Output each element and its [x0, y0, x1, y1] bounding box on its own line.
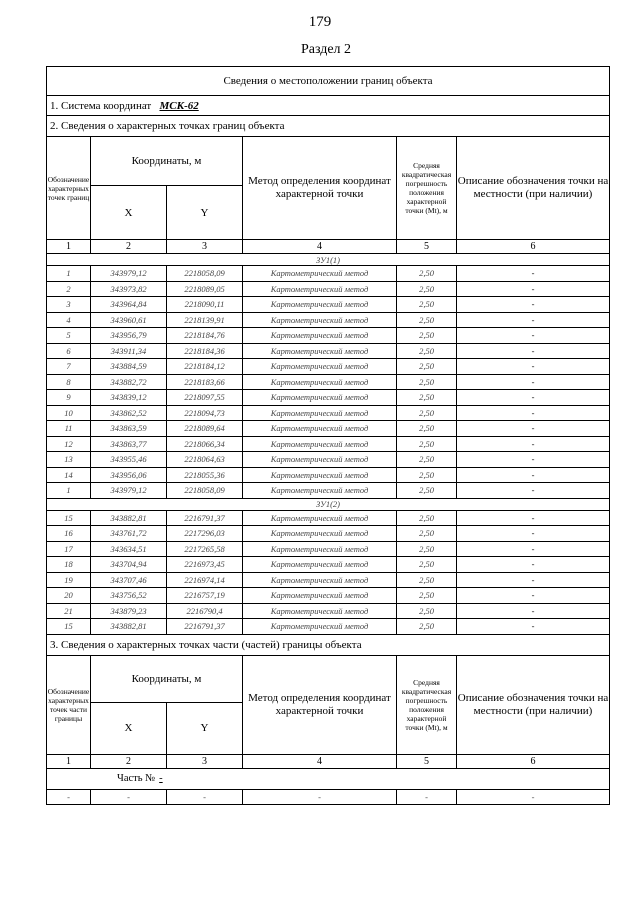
point-id-cell: 8: [47, 374, 91, 390]
boundary-table: [46, 66, 610, 805]
column-number: 1: [47, 240, 91, 254]
point-id-cell: 15: [47, 510, 91, 526]
header-x: X: [91, 186, 167, 240]
part-header-row: [47, 655, 610, 702]
y-coord-cell: 2216791,37: [167, 510, 243, 526]
description-cell: -: [457, 483, 610, 499]
header-y: Y: [167, 702, 243, 754]
error-cell: 2,50: [397, 359, 457, 375]
table-row: [47, 619, 610, 635]
description-cell: -: [457, 359, 610, 375]
error-cell: 2,50: [397, 588, 457, 604]
table-row: [47, 483, 610, 499]
method-cell: Картометрический метод: [243, 452, 397, 468]
y-coord-cell: 2218089,64: [167, 421, 243, 437]
error-cell: 2,50: [397, 557, 457, 573]
points-section-title: 2. Сведения о характерных точках границ объекта: [47, 116, 610, 137]
method-cell: Картометрический метод: [243, 328, 397, 344]
error-cell: 2,50: [397, 572, 457, 588]
point-id-cell: 21: [47, 603, 91, 619]
part-number-value: -: [159, 773, 163, 784]
error-cell: 2,50: [397, 421, 457, 437]
error-cell: 2,50: [397, 619, 457, 635]
point-id-cell: 12: [47, 436, 91, 452]
x-coord-cell: 343955,46: [91, 452, 167, 468]
y-coord-cell: 2218066,34: [167, 436, 243, 452]
description-cell: -: [457, 312, 610, 328]
y-coord-cell: 2216757,19: [167, 588, 243, 604]
method-cell: Картометрический метод: [243, 526, 397, 542]
y-coord-cell: 2216973,45: [167, 557, 243, 573]
column-number: 3: [167, 240, 243, 254]
point-id-cell: 7: [47, 359, 91, 375]
x-coord-cell: 343879,23: [91, 603, 167, 619]
column-number: 4: [243, 240, 397, 254]
point-id-cell: 5: [47, 328, 91, 344]
column-number: 4: [243, 754, 397, 768]
x-coord-cell: 343882,81: [91, 510, 167, 526]
y-coord-cell: 2218089,05: [167, 281, 243, 297]
method-cell: Картометрический метод: [243, 374, 397, 390]
y-coord-cell: 2217265,58: [167, 541, 243, 557]
column-number-row: [47, 754, 610, 768]
point-id-cell: 4: [47, 312, 91, 328]
column-number: 6: [457, 240, 610, 254]
y-coord-cell: 2216974,14: [167, 572, 243, 588]
point-id-cell: 9: [47, 390, 91, 406]
table-row: [47, 359, 610, 375]
group-row: [47, 498, 610, 510]
y-coord-cell: 2218184,36: [167, 343, 243, 359]
header-coordinates: Координаты, м: [91, 137, 243, 186]
y-coord-cell: -: [167, 789, 243, 805]
header-coordinates: Координаты, м: [91, 655, 243, 702]
x-coord-cell: 343911,34: [91, 343, 167, 359]
method-cell: Картометрический метод: [243, 541, 397, 557]
description-cell: -: [457, 374, 610, 390]
x-coord-cell: 343979,12: [91, 483, 167, 499]
x-coord-cell: 343973,82: [91, 281, 167, 297]
method-cell: Картометрический метод: [243, 359, 397, 375]
part-section-row: [47, 634, 610, 655]
point-id-cell: 6: [47, 343, 91, 359]
table-row: [47, 436, 610, 452]
description-cell: -: [457, 541, 610, 557]
point-id-cell: 3: [47, 297, 91, 313]
y-coord-cell: 2218055,36: [167, 467, 243, 483]
y-coord-cell: 2218184,76: [167, 328, 243, 344]
description-cell: -: [457, 343, 610, 359]
point-id-cell: 19: [47, 572, 91, 588]
header-error: Средняя квадратическая погрешность положения характерной точки (Mt), м: [397, 137, 457, 240]
description-cell: -: [457, 436, 610, 452]
y-coord-cell: 2218058,09: [167, 483, 243, 499]
table-row: [47, 452, 610, 468]
header-method: Метод определения координат характерной точки: [243, 137, 397, 240]
table-row: [47, 789, 610, 805]
table-row: [47, 572, 610, 588]
y-coord-cell: 2218064,63: [167, 452, 243, 468]
page-number: 179: [308, 14, 332, 30]
point-id-cell: 1: [47, 483, 91, 499]
table-row: [47, 541, 610, 557]
method-cell: Картометрический метод: [243, 312, 397, 328]
group-name: ЗУ1(2): [47, 498, 610, 510]
part-number-cell: [47, 768, 610, 789]
description-cell: -: [457, 603, 610, 619]
table-row: [47, 588, 610, 604]
method-cell: Картометрический метод: [243, 266, 397, 282]
part-number-label: Часть №: [117, 773, 156, 784]
point-id-cell: 15: [47, 619, 91, 635]
x-coord-cell: 343839,12: [91, 390, 167, 406]
x-coord-cell: 343956,79: [91, 328, 167, 344]
column-number: 2: [91, 240, 167, 254]
coordinate-system-value: МСК-62: [159, 99, 199, 112]
header-error: Средняя квадратическая погрешность положения характерной точки (Mt), м: [397, 655, 457, 754]
method-cell: Картометрический метод: [243, 390, 397, 406]
table-row: [47, 390, 610, 406]
point-id-cell: 1: [47, 266, 91, 282]
x-coord-cell: 343863,59: [91, 421, 167, 437]
group-name: ЗУ1(1): [47, 254, 610, 266]
x-coord-cell: 343882,81: [91, 619, 167, 635]
error-cell: 2,50: [397, 526, 457, 542]
method-cell: Картометрический метод: [243, 281, 397, 297]
description-cell: -: [457, 390, 610, 406]
error-cell: -: [397, 789, 457, 805]
y-coord-cell: 2218139,91: [167, 312, 243, 328]
method-cell: -: [243, 789, 397, 805]
section-title: Раздел 2: [300, 42, 352, 57]
boundary-sheet: [46, 66, 609, 805]
x-coord-cell: 343704,94: [91, 557, 167, 573]
point-id-cell: 17: [47, 541, 91, 557]
description-cell: -: [457, 452, 610, 468]
y-coord-cell: 2218097,55: [167, 390, 243, 406]
error-cell: 2,50: [397, 390, 457, 406]
x-coord-cell: 343964,84: [91, 297, 167, 313]
error-cell: 2,50: [397, 452, 457, 468]
error-cell: 2,50: [397, 328, 457, 344]
point-id-cell: 10: [47, 405, 91, 421]
description-cell: -: [457, 557, 610, 573]
column-number: 5: [397, 240, 457, 254]
method-cell: Картометрический метод: [243, 343, 397, 359]
method-cell: Картометрический метод: [243, 421, 397, 437]
part-number-row: [47, 768, 610, 789]
y-coord-cell: 2216790,4: [167, 603, 243, 619]
group-row: [47, 254, 610, 266]
method-cell: Картометрический метод: [243, 603, 397, 619]
x-coord-cell: 343634,51: [91, 541, 167, 557]
error-cell: 2,50: [397, 312, 457, 328]
coordinate-system-row: [47, 96, 610, 116]
description-cell: -: [457, 510, 610, 526]
error-cell: 2,50: [397, 467, 457, 483]
error-cell: 2,50: [397, 343, 457, 359]
table-row: [47, 421, 610, 437]
error-cell: 2,50: [397, 483, 457, 499]
point-id-cell: 16: [47, 526, 91, 542]
point-id-cell: 18: [47, 557, 91, 573]
column-number-row: [47, 240, 610, 254]
description-cell: -: [457, 281, 610, 297]
point-id-cell: -: [47, 789, 91, 805]
method-cell: Картометрический метод: [243, 297, 397, 313]
coordinate-system-label: 1. Система координат: [50, 99, 152, 112]
y-coord-cell: 2217296,03: [167, 526, 243, 542]
description-cell: -: [457, 619, 610, 635]
table-row: [47, 328, 610, 344]
part-points-section-title: 3. Сведения о характерных точках части (частей) границы объекта: [47, 634, 610, 655]
method-cell: Картометрический метод: [243, 436, 397, 452]
x-coord-cell: 343761,72: [91, 526, 167, 542]
error-cell: 2,50: [397, 541, 457, 557]
y-coord-cell: 2216791,37: [167, 619, 243, 635]
point-id-cell: 20: [47, 588, 91, 604]
x-coord-cell: 343862,52: [91, 405, 167, 421]
method-cell: Картометрический метод: [243, 510, 397, 526]
x-coord-cell: 343756,52: [91, 588, 167, 604]
y-coord-cell: 2218183,66: [167, 374, 243, 390]
x-coord-cell: 343960,61: [91, 312, 167, 328]
error-cell: 2,50: [397, 374, 457, 390]
method-cell: Картометрический метод: [243, 588, 397, 604]
table-row: [47, 510, 610, 526]
column-number: 5: [397, 754, 457, 768]
error-cell: 2,50: [397, 266, 457, 282]
table-row: [47, 467, 610, 483]
x-coord-cell: 343956,06: [91, 467, 167, 483]
method-cell: Картометрический метод: [243, 467, 397, 483]
x-coord-cell: 343884,59: [91, 359, 167, 375]
header-description: Описание обозначения точки на местности (при наличии): [457, 655, 610, 754]
error-cell: 2,50: [397, 281, 457, 297]
y-coord-cell: 2218094,73: [167, 405, 243, 421]
description-cell: -: [457, 588, 610, 604]
description-cell: -: [457, 421, 610, 437]
x-coord-cell: -: [91, 789, 167, 805]
method-cell: Картометрический метод: [243, 405, 397, 421]
method-cell: Картометрический метод: [243, 483, 397, 499]
banner-title: Сведения о местоположении границ объекта: [47, 67, 610, 96]
column-number: 1: [47, 754, 91, 768]
x-coord-cell: 343979,12: [91, 266, 167, 282]
y-coord-cell: 2218058,09: [167, 266, 243, 282]
description-cell: -: [457, 572, 610, 588]
table-row: [47, 297, 610, 313]
error-cell: 2,50: [397, 405, 457, 421]
header-y: Y: [167, 186, 243, 240]
table-row: [47, 266, 610, 282]
method-cell: Картометрический метод: [243, 619, 397, 635]
column-number: 6: [457, 754, 610, 768]
description-cell: -: [457, 405, 610, 421]
y-coord-cell: 2218090,11: [167, 297, 243, 313]
point-id-cell: 13: [47, 452, 91, 468]
description-cell: -: [457, 297, 610, 313]
column-number: 3: [167, 754, 243, 768]
error-cell: 2,50: [397, 510, 457, 526]
description-cell: -: [457, 526, 610, 542]
table-row: [47, 526, 610, 542]
description-cell: -: [457, 328, 610, 344]
method-cell: Картометрический метод: [243, 557, 397, 573]
table-row: [47, 603, 610, 619]
method-cell: Картометрический метод: [243, 572, 397, 588]
description-cell: -: [457, 789, 610, 805]
error-cell: 2,50: [397, 603, 457, 619]
header-part-point-name: Обозначение характерных точек части границы: [47, 655, 91, 754]
table-row: [47, 343, 610, 359]
error-cell: 2,50: [397, 436, 457, 452]
x-coord-cell: 343707,46: [91, 572, 167, 588]
x-coord-cell: 343863,77: [91, 436, 167, 452]
table-row: [47, 557, 610, 573]
error-cell: 2,50: [397, 297, 457, 313]
point-id-cell: 11: [47, 421, 91, 437]
y-coord-cell: 2218184,12: [167, 359, 243, 375]
point-id-cell: 2: [47, 281, 91, 297]
description-cell: -: [457, 467, 610, 483]
x-coord-cell: 343882,72: [91, 374, 167, 390]
column-number: 2: [91, 754, 167, 768]
description-cell: -: [457, 266, 610, 282]
header-method: Метод определения координат характерной точки: [243, 655, 397, 754]
header-point-name: Обозначение характерных точек границ: [47, 137, 91, 240]
table-row: [47, 281, 610, 297]
table-row: [47, 374, 610, 390]
header-description: Описание обозначения точки на местности (при наличии): [457, 137, 610, 240]
table-row: [47, 405, 610, 421]
point-id-cell: 14: [47, 467, 91, 483]
header-x: X: [91, 702, 167, 754]
table-row: [47, 312, 610, 328]
